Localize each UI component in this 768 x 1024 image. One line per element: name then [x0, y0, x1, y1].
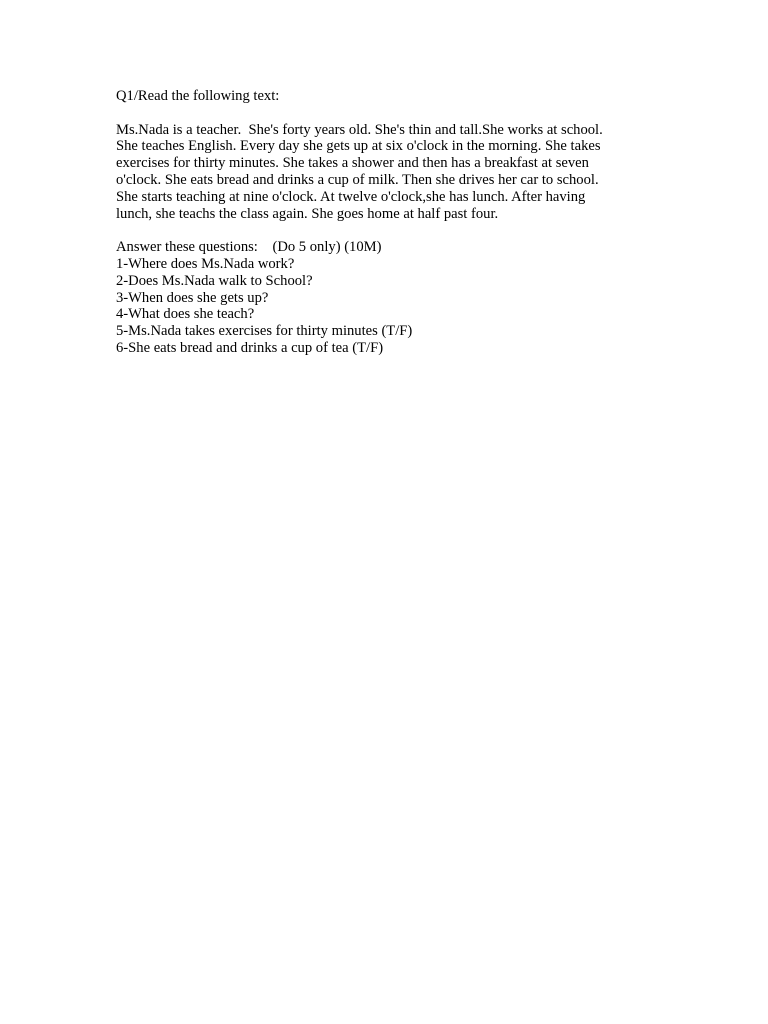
passage-line: o'clock. She eats bread and drinks a cup of milk. Then she drives her car to school. — [116, 171, 599, 188]
spacer — [116, 105, 656, 122]
question-item: 3-When does she gets up? — [116, 289, 269, 306]
passage-line: lunch, she teachs the class again. She goes home at half past four. — [116, 205, 499, 222]
passage-line: She teaches English. Every day she gets up at six o'clock in the morning. She takes — [116, 138, 601, 155]
questions-section — [116, 239, 656, 357]
spacer — [116, 222, 656, 239]
passage-line: exercises for thirty minutes. She takes a shower and then has a breakfast at seven — [116, 155, 589, 172]
questions-instruction: Answer these questions: (Do 5 only) (10M) — [116, 239, 382, 256]
passage-line: Ms.Nada is a teacher. She's forty years old. She's thin and tall.She works at school. — [116, 121, 603, 138]
question-item: 1-Where does Ms.Nada work? — [116, 255, 295, 272]
question-item: 5-Ms.Nada takes exercises for thirty minutes (T/F) — [116, 323, 413, 340]
question-item: 2-Does Ms.Nada walk to School? — [116, 272, 313, 289]
passage-line: She starts teaching at nine o'clock. At twelve o'clock,she has lunch. After having — [116, 188, 586, 205]
reading-passage — [116, 122, 656, 223]
question-item: 6-She eats bread and drinks a cup of tea (T/F) — [116, 339, 384, 356]
question-item: 4-What does she teach? — [116, 306, 255, 323]
document-page — [116, 88, 656, 357]
question-heading: Q1/Read the following text: — [116, 88, 280, 104]
